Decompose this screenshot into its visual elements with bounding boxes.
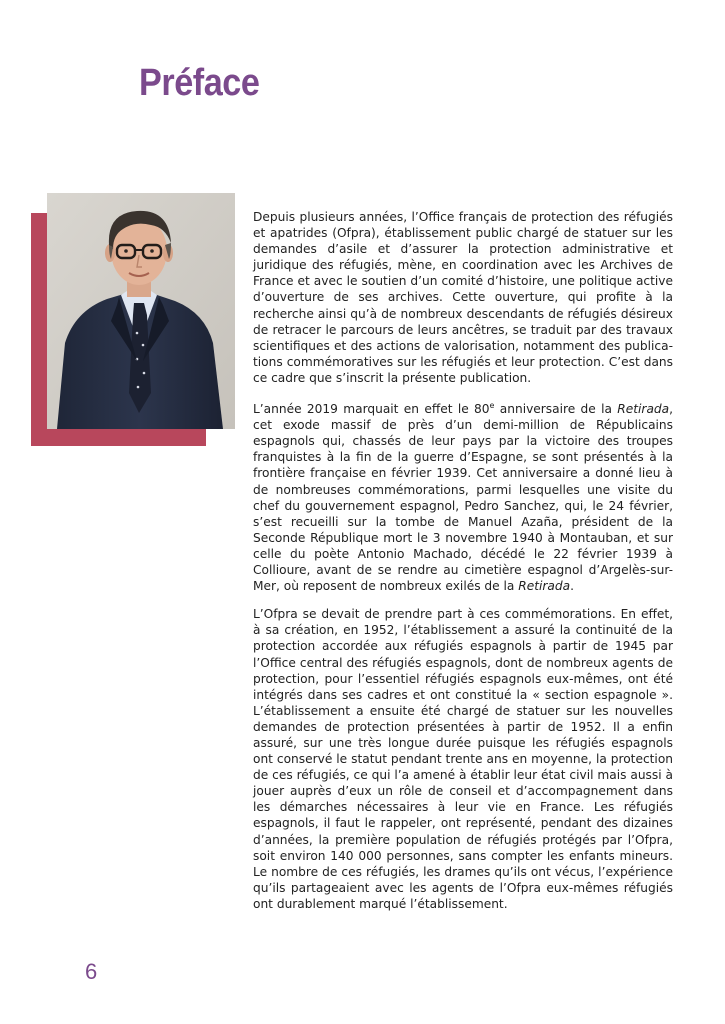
paragraph-1: Depuis plusieurs années, l’Office français de protection des réfugiés et apatrides (Ofpra), établissement public chargé de statuer sur les demandes d’asile et d’assurer la protection administrative et juridique des réfugiés, mène, en coordination avec les Archives de France et avec le soutien d’un comité d’histoire, une politique active d’ouverture de ses archives. Cette ouverture, qui profite à la recherche ainsi qu’à de nombreux descendants de réfugiés désireux de retracer le parcours de leurs ancêtres, se traduit par des travaux scientifiques et des actions de valorisation, notamment des publications commémoratives sur les réfugiés et leur protection. C’est dans ce cadre que s’inscrit la présente publication. [253, 210, 673, 385]
paragraph-2-part-c: , cet exode massif de près d’un demi-million de Républicains espagnols qui, chassés de leur pays par la victoire des troupes franquistes à la fin de la guerre d’Espagne, se sont présentés à la frontière française en février 1939. Cet anniversaire a donné lieu à de nombreuses commémorations, parmi lesquelles une visite du chef du gouvernement espagnol, Pedro Sanchez, qui, le 24 février, s’est recueilli sur la tombe de Manuel Azaña, président de la Seconde République mort le 3 novembre 1940 à Montauban, et sur celle du poète Antonio Machado, décédé le 22 février 1939 à Collioure, avant de se rendre au cimetière espagnol d’Argelès-sur-Mer, où reposent de nombreux exilés de la [253, 402, 673, 594]
retirada-term: Retirada [518, 579, 571, 594]
retirada-term: Retirada [617, 402, 670, 417]
paragraph-2-part-b: anniversaire de la [494, 402, 618, 417]
preface-body [253, 209, 673, 924]
paragraph-3: L’Ofpra se devait de prendre part à ces commémorations. En effet, à sa création, en 1952, l’établissement a assuré la continuité de la protection accordée aux réfugiés espagnols à partir de 1945 par l’Office central des réfugiés espagnols, dont de nombreux agents de protection, pour l’essentiel réfugiés espagnols eux-mêmes, ont été intégrés dans ses cadres et ont constitué la « section espagnole ». L’établissement a ensuite été chargé de statuer sur les nouvelles demandes de protection présentées à partir de 1952. Il a enfin assuré, sur une très longue durée puisque les réfugiés espagnols ont conservé le statut pendant trente ans en moyenne, la protection de ces réfugiés, ce qui l’a amené à établir leur état civil mais aussi à jouer auprès d’eux un rôle de conseil et d’accompagnement dans les démarches nécessaires à leur vie en France. Les réfugiés espagnols, il faut le rappeler, ont représenté, pendant des dizaines d’années, la première population de réfugiés protégés par l’Ofpra, soit environ 140 000 personnes, sans compter les enfants mineurs. Le nombre de ces réfugiés, les drames qu’ils ont vécus, l’expérience qu’ils partageaient avec les agents de l’Ofpra eux-mêmes réfugiés ont durablement marqué l’établissement. [253, 607, 673, 911]
paragraph-2-part-d: . [570, 579, 574, 594]
portrait-figure [31, 193, 235, 447]
ordinal-superscript: e [489, 401, 495, 411]
portrait-illustration [47, 193, 235, 429]
paragraph-2 [253, 398, 673, 594]
page-title: Préface [139, 62, 260, 104]
page-number: 6 [85, 959, 98, 984]
portrait-photo [47, 193, 235, 429]
paragraph-2-part-a: L’année 2019 marquait en effet le 80 [253, 402, 490, 417]
